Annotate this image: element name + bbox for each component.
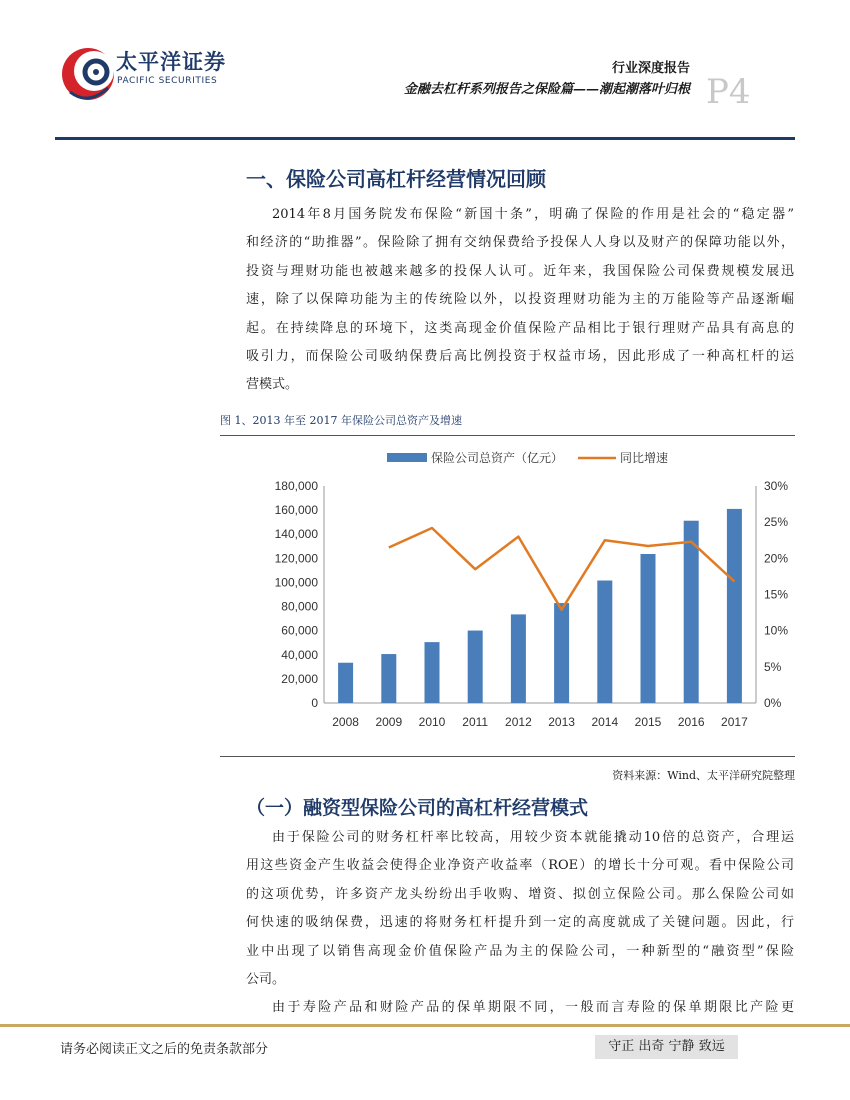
logo-emblem-icon [60, 44, 118, 104]
paragraph-line: 吸引力，而保险公司吸纳保费后高比例投资于权益市场，因此形成了一种高杠杆的运 [246, 348, 794, 364]
paragraph-line: 用这些资金产生收益会使得企业净资产收益率（ROE）的增长十分可观。看中保险公司 [246, 858, 794, 874]
bar-total-assets [727, 509, 742, 703]
paragraph-line: 何快速的吸纳保费，迅速的将财务杠杆提升到一定的高度就成了关键问题。因此，行 [246, 915, 794, 931]
left-axis-tick-label: 0 [311, 696, 318, 710]
bar-total-assets [425, 642, 440, 703]
right-axis-tick-label: 5% [764, 659, 782, 674]
bar-total-assets [511, 614, 526, 703]
x-axis-tick-label: 2016 [677, 715, 705, 729]
paragraph-line: 由于保险公司的财务杠杆率比较高，用较少资本就能撬动10倍的总资产，合理运 [272, 830, 794, 845]
left-axis-tick-label: 120,000 [274, 551, 318, 566]
logo-chinese-name: 太平洋证券 [116, 50, 226, 74]
report-type: 行业深度报告 [611, 61, 690, 76]
bar-total-assets [381, 654, 396, 703]
report-title: 金融去杠杆系列报告之保险篇——潮起潮落叶归根 [403, 82, 690, 97]
header-divider [55, 137, 795, 140]
left-axis-tick-label: 180,000 [274, 479, 318, 493]
paragraph-line: 和经济的“助推器”。保险除了拥有交纳保费给予投保人人身以及财产的保障功能以外， [246, 235, 794, 251]
bar-total-assets [468, 631, 483, 703]
bar-total-assets [597, 581, 612, 703]
right-axis-tick-label: 20% [764, 551, 789, 566]
left-axis-tick-label: 80,000 [281, 599, 318, 614]
paragraph-line: 业中出现了以销售高现金价值保险产品为主的保险公司，一种新型的“融资型”保险 [246, 943, 794, 959]
x-axis-tick-label: 2014 [591, 715, 619, 729]
section2-next-paragraph [246, 994, 794, 1022]
company-logo [60, 44, 226, 104]
right-axis-tick-label: 15% [764, 587, 789, 602]
left-axis-tick-label: 60,000 [281, 623, 318, 638]
section1-paragraph [246, 201, 794, 400]
right-axis-tick-label: 0% [764, 696, 782, 710]
x-axis-tick-label: 2010 [418, 715, 446, 729]
page-number: P4 [706, 72, 751, 112]
figure-bottom-rule [220, 756, 795, 757]
legend-swatch-assets [387, 453, 427, 462]
x-axis-tick-label: 2017 [721, 715, 748, 729]
bar-total-assets [641, 554, 656, 703]
left-axis-tick-label: 100,000 [274, 575, 318, 590]
x-axis-tick-label: 2015 [634, 715, 662, 729]
subsection-heading: （一）融资型保险公司的高杠杆经营模式 [246, 797, 589, 819]
section-heading: 一、保险公司高杠杆经营情况回顾 [246, 167, 546, 191]
paragraph-line: 的这项优势，许多资产龙头纷纷出手收购、增资、拟创立保险公司。那么保险公司如 [246, 886, 794, 902]
footer-divider [0, 1024, 850, 1027]
bar-total-assets [554, 603, 569, 703]
x-axis-tick-label: 2013 [548, 715, 575, 729]
x-axis-tick-label: 2009 [375, 715, 403, 729]
paragraph-line: 营模式。 [246, 377, 299, 393]
legend-label-growth: 同比增速 [620, 451, 669, 465]
right-axis-tick-label: 10% [764, 623, 789, 638]
paragraph-line: 投资与理财功能也被越来越多的投保人认可。近年来，我国保险公司保费规模发展迅 [246, 263, 794, 279]
x-axis-tick-label: 2012 [505, 715, 532, 729]
paragraph-line: 由于寿险产品和财险产品的保单期限不同，一般而言寿险的保单期限比产险更 [272, 1000, 794, 1015]
growth-rate-line [389, 528, 735, 610]
figure-top-rule [220, 435, 795, 436]
logo-english-name: PACIFIC SECURITIES [117, 76, 218, 86]
disclaimer-text: 请务必阅读正文之后的免责条款部分 [60, 1042, 269, 1057]
right-axis-tick-label: 30% [764, 479, 789, 493]
paragraph-line: 速，除了以保障功能为主的传统险以外，以投资理财功能为主的万能险等产品逐渐崛 [246, 292, 794, 308]
x-axis-tick-label: 2008 [332, 715, 359, 729]
bar-total-assets [338, 663, 353, 703]
left-axis-tick-label: 20,000 [281, 671, 318, 686]
left-axis-tick-label: 160,000 [274, 503, 318, 518]
assets-growth-chart [220, 440, 795, 756]
paragraph-line: 公司。 [246, 971, 286, 987]
legend-label-assets: 保险公司总资产（亿元） [431, 451, 564, 465]
figure-caption: 图 1、2013 年至 2017 年保险公司总资产及增速 [220, 414, 462, 427]
left-axis-tick-label: 40,000 [281, 647, 318, 662]
paragraph-line: 2014年8月国务院发布保险“新国十条”，明确了保险的作用是社会的“稳定器” [272, 207, 794, 222]
x-axis-tick-label: 2011 [462, 715, 489, 729]
figure-source: 资料来源：Wind、太平洋研究院整理 [612, 769, 795, 782]
company-slogan: 守正 出奇 宁静 致远 [595, 1035, 738, 1059]
section2-paragraph [246, 824, 794, 994]
right-axis-tick-label: 25% [764, 515, 789, 530]
paragraph-line: 起。在持续降息的环境下，这类高现金价值保险产品相比于银行理财产品具有高息的 [246, 320, 794, 336]
left-axis-tick-label: 140,000 [274, 527, 318, 542]
